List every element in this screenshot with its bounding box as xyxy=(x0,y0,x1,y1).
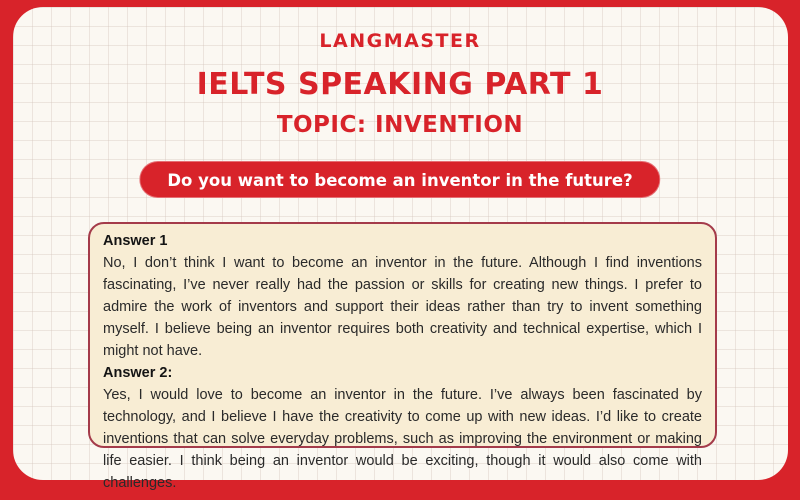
answer-1-text: No, I don’t think I want to become an inventor in the future. Although I find inventions fascinating, I’ve never really had the passion or skills for creating new things. I prefer to admire the work of inventors and support their ideas rather than try to invent something myself. I believe being an inventor requires both creativity and technical expertise, which I might not have. xyxy=(103,255,702,359)
topic-subtitle: TOPIC: INVENTION xyxy=(276,112,524,138)
answers-card xyxy=(88,222,717,491)
answer-2-label: Answer 2: xyxy=(103,365,173,381)
answer-1-label: Answer 1 xyxy=(103,233,168,249)
page-title: IELTS SPEAKING PART 1 xyxy=(196,67,604,102)
question-banner xyxy=(139,161,660,198)
answer-2-text: Yes, I would love to become an inventor in the future. I’ve always been fascinated by technology, and I believe I have the creativity to come up with new ideas. I’d like to create inventions that can solve everyday problems, such as improving the environment or making life easier. I think being an inventor would be exciting, though it would also come with challenges. xyxy=(103,387,702,491)
question-text: Do you want to become an inventor in the future? xyxy=(167,171,633,190)
brand-logo: LANGMASTER xyxy=(319,30,481,52)
